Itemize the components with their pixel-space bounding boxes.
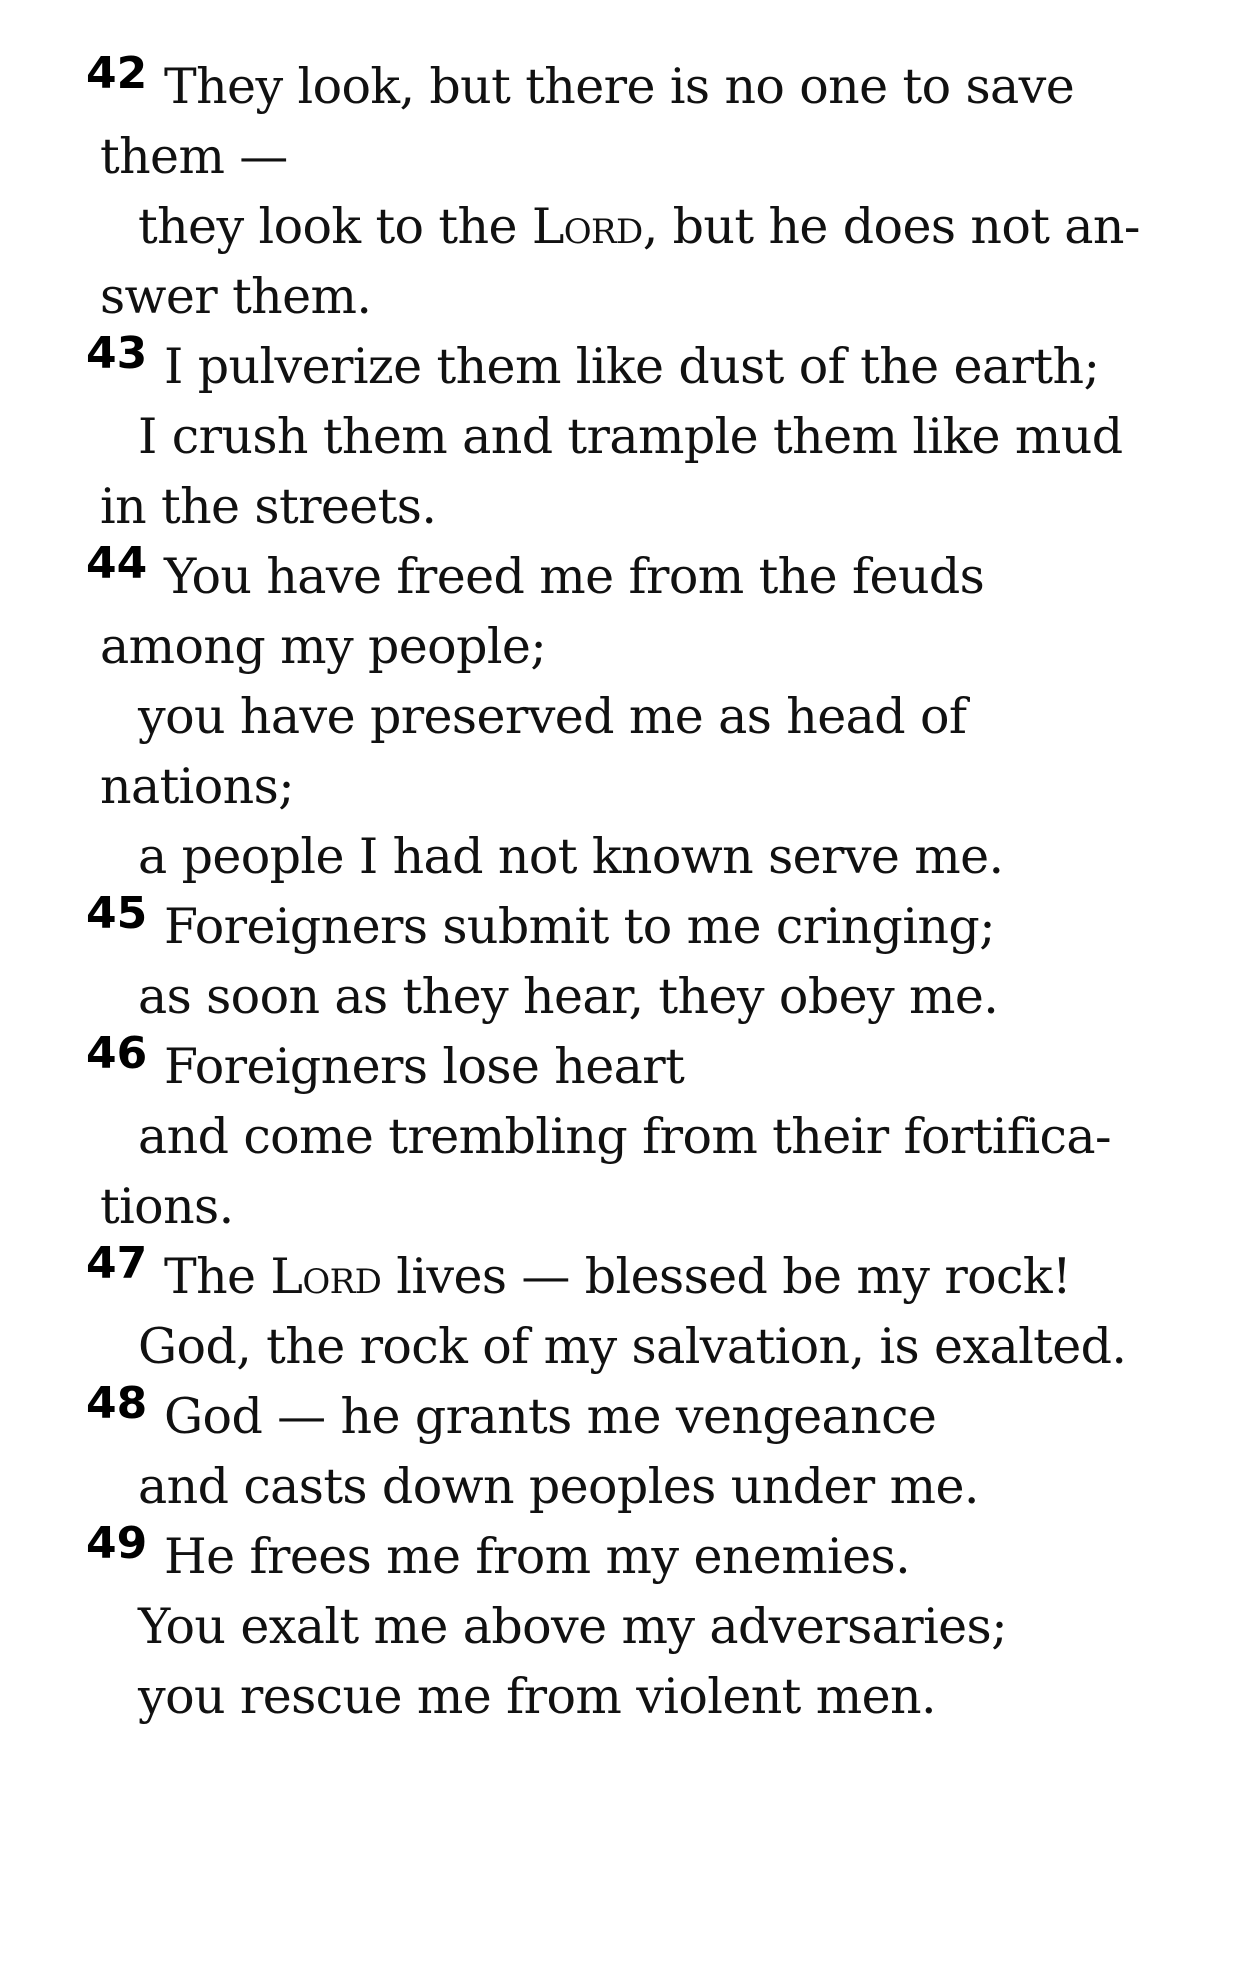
verse-line: a people I had not known serve me.: [138, 828, 1004, 885]
verse-line: God, the rock of my salvation, is exalted.: [138, 1318, 1127, 1375]
verse-line: swer them.: [100, 268, 372, 325]
verse-48: [86, 1378, 1160, 1522]
verse-line: Foreigners submit to me cringing;: [164, 898, 996, 955]
verse-line: Foreigners lose heart: [164, 1038, 685, 1095]
verse-line: and casts down peoples under me.: [138, 1458, 979, 1515]
verse-line: among my people;: [100, 618, 547, 675]
verse-number: 48: [86, 1378, 148, 1429]
verse-line: tions.: [100, 1178, 234, 1235]
divine-name: Lord: [270, 1248, 382, 1305]
verse-47: [86, 1238, 1160, 1382]
verse-number: 49: [86, 1518, 148, 1569]
verse-number: 42: [86, 48, 148, 99]
verse-line: in the streets.: [100, 478, 437, 535]
verse-line: I crush them and trample them like mud: [138, 408, 1123, 465]
verse-49: [86, 1518, 1160, 1732]
verse-line: they look to the Lord, but he does not an-: [138, 198, 1140, 255]
verse-number: 45: [86, 888, 148, 939]
verse-45: [86, 888, 1160, 1032]
scripture-passage: [86, 48, 1160, 1732]
verse-line: you rescue me from violent men.: [138, 1668, 936, 1725]
verse-42: [86, 48, 1160, 332]
verse-number: 46: [86, 1028, 148, 1079]
verse-line: nations;: [100, 758, 295, 815]
verse-line: The Lord lives — blessed be my rock!: [164, 1248, 1072, 1305]
verse-44: [86, 538, 1160, 892]
verse-line: You have freed me from the feuds: [164, 548, 985, 605]
verse-46: [86, 1028, 1160, 1242]
divine-name: Lord: [531, 198, 643, 255]
verse-line: You exalt me above my adversaries;: [138, 1598, 1007, 1655]
verse-number: 47: [86, 1238, 148, 1289]
verse-line: He frees me from my enemies.: [164, 1528, 911, 1585]
verse-line: as soon as they hear, they obey me.: [138, 968, 999, 1025]
verse-number: 44: [86, 538, 148, 589]
verse-line: God — he grants me vengeance: [164, 1388, 937, 1445]
verse-line: you have preserved me as head of: [138, 688, 967, 745]
verse-line: They look, but there is no one to save: [164, 58, 1075, 115]
verse-number: 43: [86, 328, 148, 379]
verse-line: I pulverize them like dust of the earth;: [164, 338, 1100, 395]
verse-line: them —: [100, 128, 288, 185]
verse-43: [86, 328, 1160, 542]
verse-line: and come trembling from their fortifica-: [138, 1108, 1111, 1165]
